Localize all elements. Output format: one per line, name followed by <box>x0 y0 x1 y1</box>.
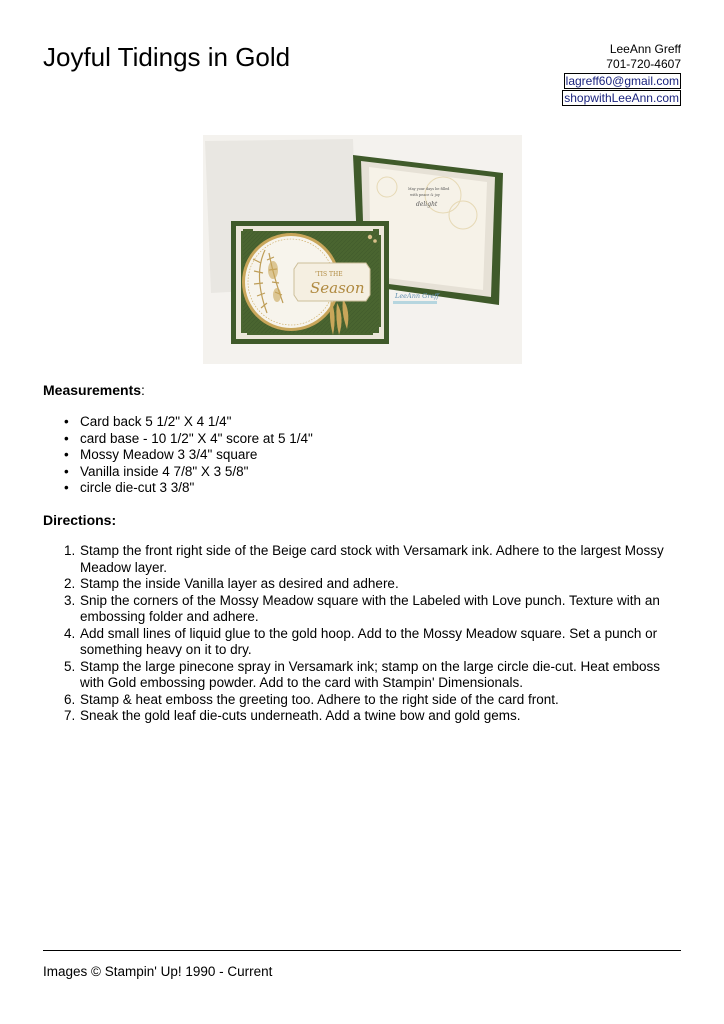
contact-name: LeeAnn Greff <box>609 42 681 56</box>
card-photo <box>203 135 522 364</box>
card-photo-illustration <box>203 135 522 364</box>
email-link[interactable]: lagreff60@gmail.com <box>565 74 679 88</box>
stamp-text-2: Season <box>310 279 365 297</box>
measurement-item: • Vanilla inside 4 7/8" X 3 5/8" <box>64 463 249 479</box>
footer-copyright: Images © Stampin' Up! 1990 - Current <box>43 964 273 979</box>
contact-block <box>562 42 681 106</box>
direction-step: 5. Stamp the large pinecone spray in Versamark ink; stamp on the large circle die-cut. Heat emboss with Gold embossing powder. Add to the card with Stampin' Dimensionals. <box>64 658 661 690</box>
stamp-text-1: 'TIS THE <box>315 271 343 278</box>
measurements-heading: Measurements: <box>43 382 145 398</box>
footer-divider <box>43 950 681 951</box>
measurement-item: • Mossy Meadow 3 3/4" square <box>64 447 258 462</box>
measurement-item: • circle die-cut 3 3/8" <box>64 480 195 495</box>
measurement-item: • card base - 10 1/2" X 4" score at 5 1/4" <box>64 430 313 446</box>
direction-step: 7. Sneak the gold leaf die-cuts underneath. Add a twine bow and gold gems. <box>64 708 521 723</box>
inside-greeting-2: with peace & joy <box>410 193 440 197</box>
direction-step: 1. Stamp the front right side of the Beige card stock with Versamark ink. Adhere to the largest Mossy Meadow layer. <box>64 543 664 575</box>
inside-greeting-3: delight <box>416 201 438 208</box>
directions-heading: Directions: <box>43 512 117 528</box>
direction-step: 4. Add small lines of liquid glue to the gold hoop. Add to the Mossy Meadow square. Set a punch or something heavy on it to dry. <box>64 625 658 657</box>
signature-watermark: LeeAnn Greff <box>395 292 439 300</box>
measurements-list <box>43 414 313 497</box>
measurement-item: • Card back 5 1/2" X 4 1/4" <box>64 414 232 429</box>
direction-step: 6. Stamp & heat emboss the greeting too. Adhere to the right side of the card front. <box>64 691 559 707</box>
inside-greeting-1: May your days be filled <box>408 187 450 191</box>
contact-phone: 701-720-4607 <box>606 57 681 71</box>
directions-list <box>43 543 683 725</box>
direction-step: 3. Snip the corners of the Mossy Meadow square with the Labeled with Love punch. Texture with an embossing folder and adhere. <box>64 592 660 624</box>
direction-step: 2. Stamp the inside Vanilla layer as desired and adhere. <box>64 576 399 591</box>
website-link[interactable]: shopwithLeeAnn.com <box>564 91 679 105</box>
page-title: Joyful Tidings in Gold <box>43 42 291 72</box>
